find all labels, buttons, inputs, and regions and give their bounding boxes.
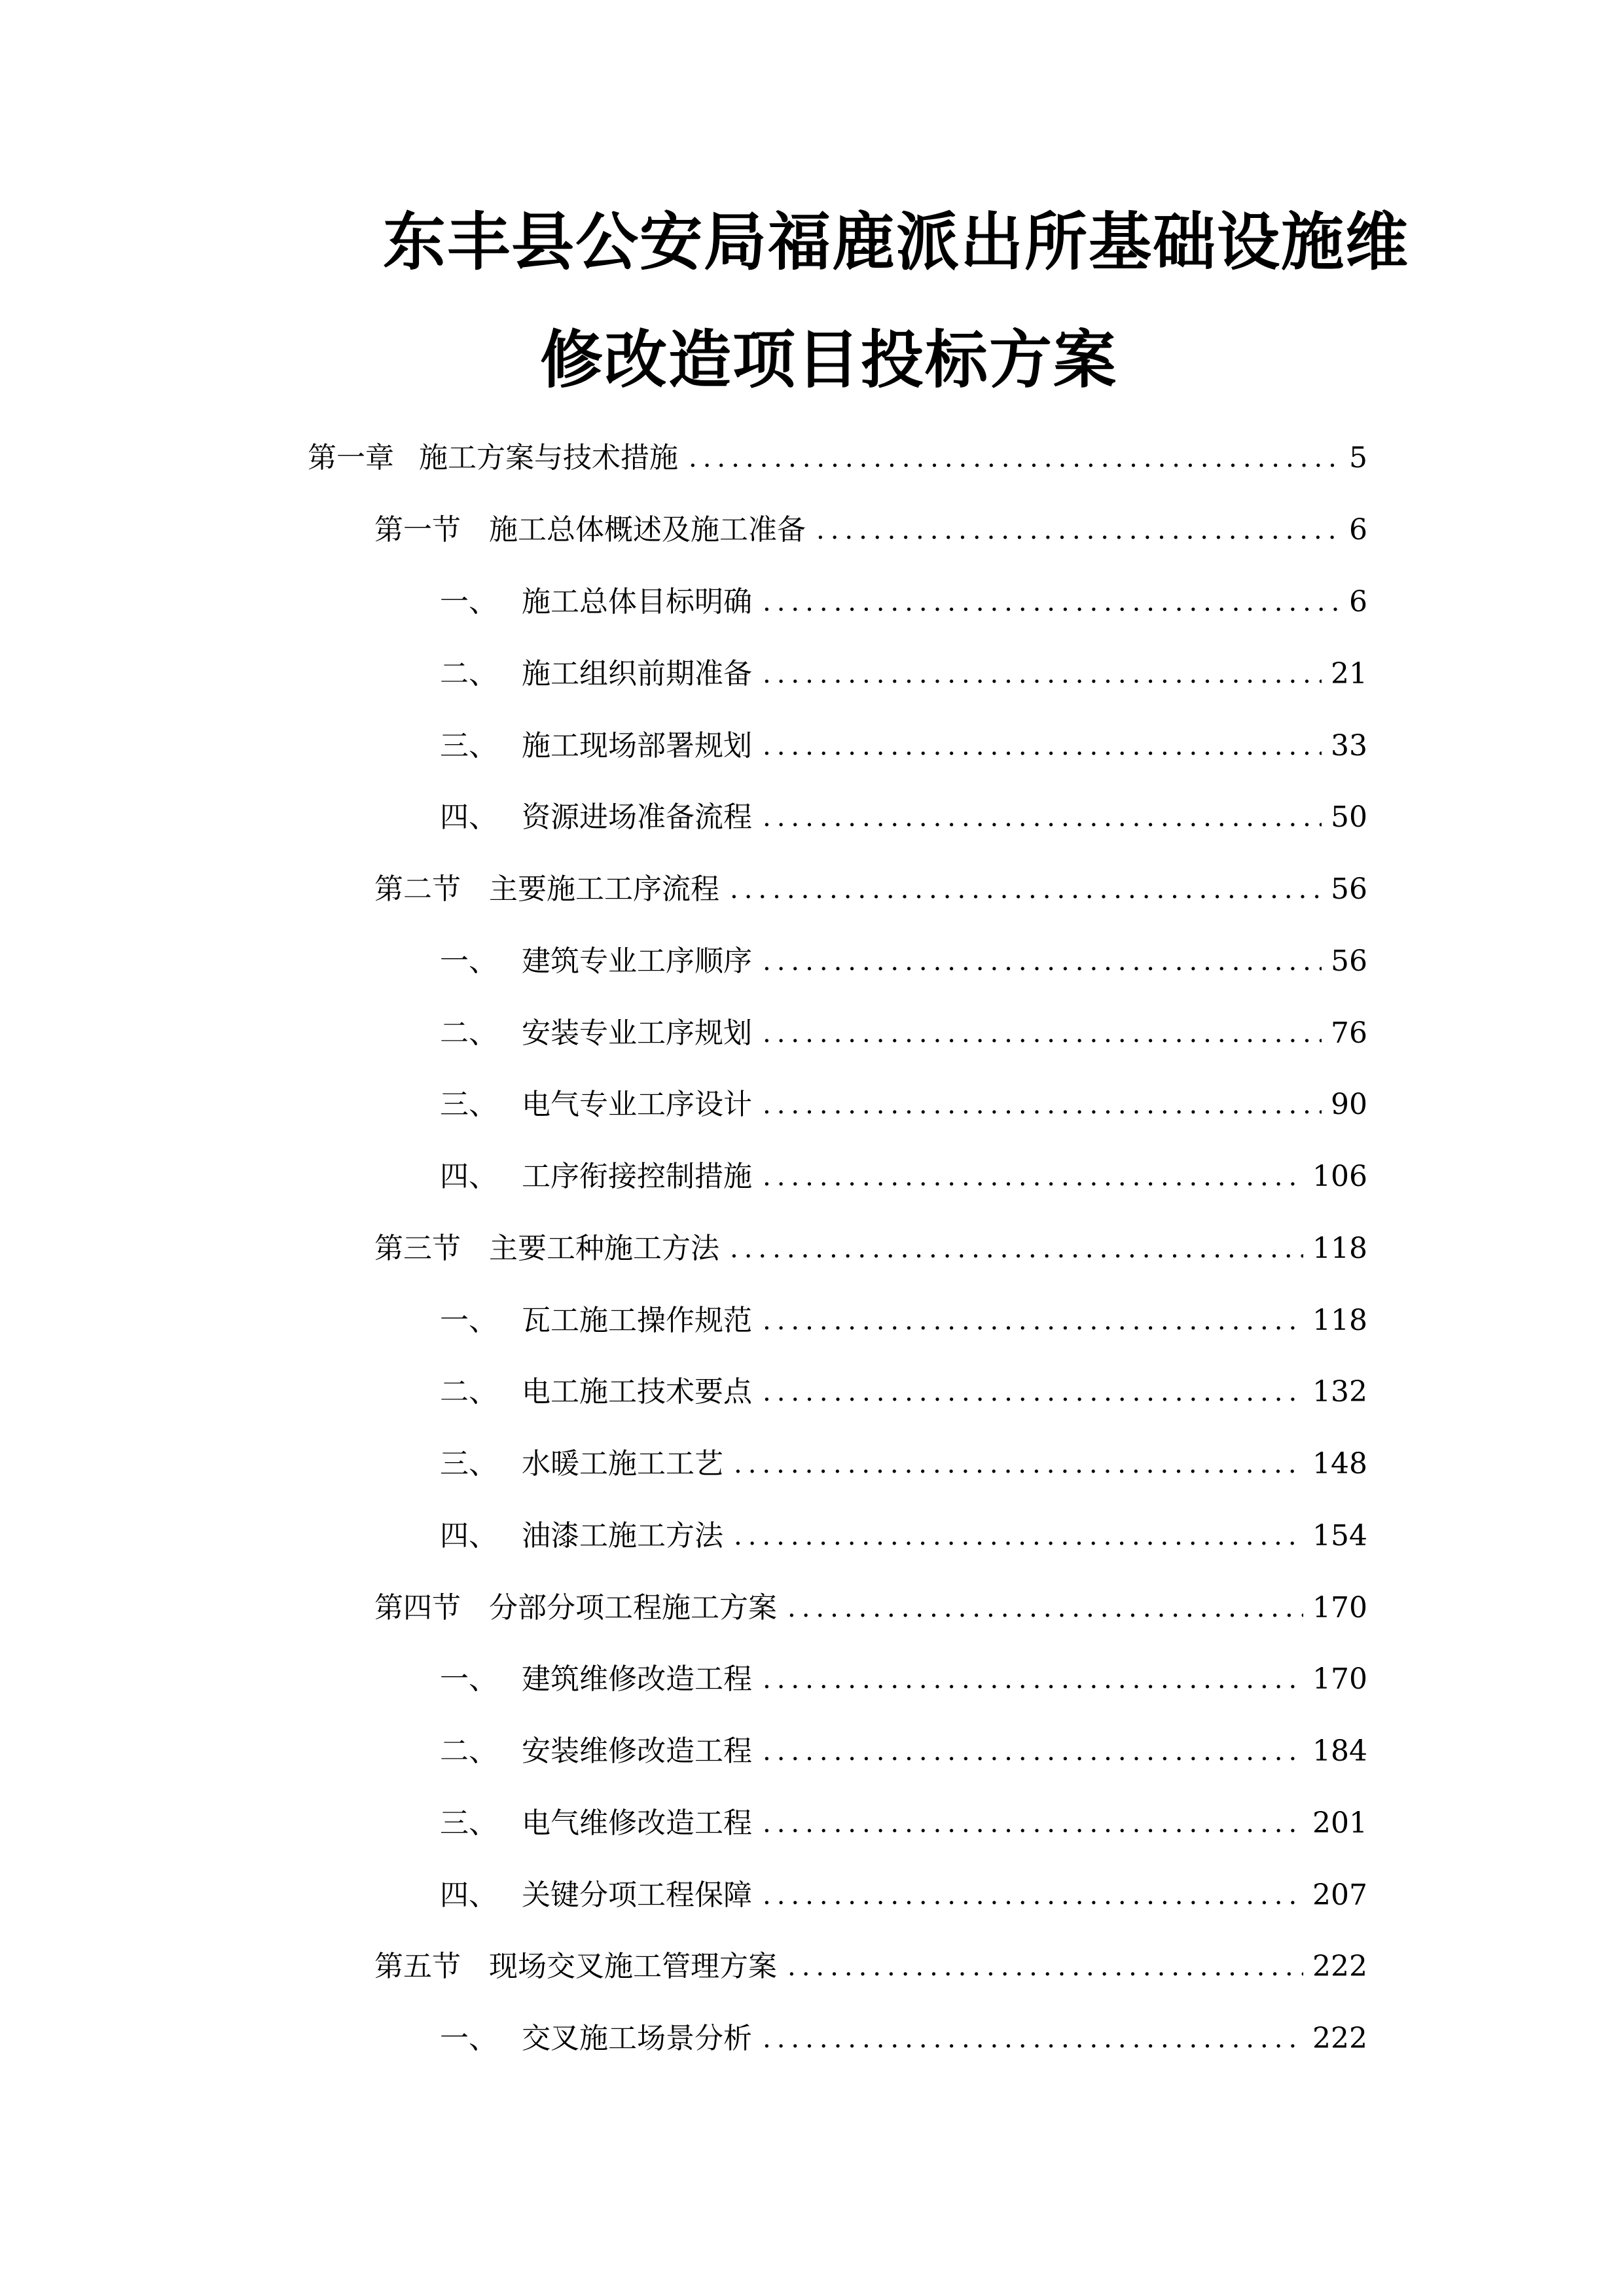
- toc-entry[interactable]: [440, 1797, 1367, 1850]
- dot-leader: [763, 576, 1340, 628]
- toc-entry-title: 主要施工工序流程: [489, 872, 719, 906]
- toc-entry-page: 6: [1349, 585, 1367, 619]
- toc-entry-label: 第五节: [374, 1950, 461, 1983]
- toc-entry-label: 第四节: [374, 1591, 461, 1624]
- toc-entry-label: 二、: [440, 1375, 497, 1408]
- toc-entry-title: 施工现场部署规划: [522, 729, 752, 762]
- toc-entry[interactable]: [440, 1869, 1367, 1922]
- toc-entry[interactable]: [440, 720, 1367, 772]
- toc-entry[interactable]: [440, 1295, 1367, 1347]
- document-title-line-1: 东丰县公安局福鹿派出所基础设施维: [383, 206, 1409, 279]
- toc-entry-title: 电工施工技术要点: [522, 1375, 752, 1408]
- toc-entry[interactable]: [374, 504, 1367, 556]
- toc-entry-title: 安装专业工序规划: [522, 1016, 752, 1050]
- dot-leader: [763, 1079, 1322, 1131]
- dot-leader: [734, 1510, 1303, 1562]
- dot-leader: [763, 1797, 1303, 1850]
- toc-entry-label: 四、: [440, 1519, 497, 1552]
- toc-entry-page: 33: [1331, 729, 1367, 762]
- toc-entry-page: 90: [1331, 1088, 1367, 1121]
- toc-entry-label: 三、: [440, 1447, 497, 1480]
- toc-entry-title: 瓦工施工操作规范: [522, 1304, 752, 1337]
- toc-entry-label: 三、: [440, 1806, 497, 1840]
- toc-entry-title: 资源进场准备流程: [522, 800, 752, 834]
- dot-leader: [763, 648, 1322, 700]
- dot-leader: [763, 1295, 1303, 1347]
- toc-entry-page: 56: [1331, 944, 1367, 978]
- dot-leader: [763, 1007, 1322, 1060]
- toc-entry-title: 电气专业工序设计: [522, 1088, 752, 1121]
- toc-entry-label: 四、: [440, 800, 497, 834]
- dot-leader: [763, 720, 1322, 772]
- toc-entry-page: 154: [1312, 1519, 1367, 1552]
- toc-entry-page: 106: [1312, 1160, 1367, 1193]
- dot-leader: [763, 1366, 1303, 1418]
- toc-entry-title: 施工总体目标明确: [522, 585, 752, 619]
- toc-entry-label: 第一章: [308, 441, 394, 475]
- toc-entry-title: 施工总体概述及施工准备: [489, 513, 806, 547]
- toc-entry-title: 关键分项工程保障: [522, 1878, 752, 1912]
- toc-entry-label: 一、: [440, 585, 497, 619]
- toc-entry-page: 6: [1349, 513, 1367, 547]
- toc-entry-page: 132: [1312, 1375, 1367, 1408]
- toc-entry[interactable]: [308, 432, 1367, 484]
- toc-entry[interactable]: [440, 791, 1367, 844]
- dot-leader: [730, 1223, 1303, 1275]
- toc-entry-page: 222: [1312, 2022, 1367, 2055]
- toc-entry-label: 二、: [440, 1016, 497, 1050]
- toc-entry-label: 第三节: [374, 1232, 461, 1265]
- dot-leader: [734, 1438, 1303, 1490]
- toc-entry-label: 二、: [440, 657, 497, 691]
- dot-leader: [730, 863, 1322, 916]
- toc-entry-title: 施工方案与技术措施: [419, 441, 678, 475]
- dot-leader: [763, 1653, 1303, 1706]
- toc-entry-page: 201: [1312, 1806, 1367, 1840]
- dot-leader: [763, 2013, 1303, 2065]
- toc-entry-title: 现场交叉施工管理方案: [489, 1950, 777, 1983]
- dot-leader: [763, 935, 1322, 988]
- toc-entry-page: 170: [1312, 1591, 1367, 1624]
- toc-entry-title: 工序衔接控制措施: [522, 1160, 752, 1193]
- dot-leader: [763, 1869, 1303, 1922]
- toc-entry[interactable]: [374, 1223, 1367, 1275]
- toc-entry[interactable]: [440, 935, 1367, 988]
- toc-entry-page: 118: [1312, 1304, 1367, 1337]
- toc-entry-page: 207: [1312, 1878, 1367, 1912]
- dot-leader: [763, 1725, 1303, 1778]
- dot-leader: [787, 1941, 1303, 1993]
- toc-entry-label: 三、: [440, 729, 497, 762]
- dot-leader: [763, 1151, 1303, 1203]
- toc-entry-title: 安装维修改造工程: [522, 1734, 752, 1768]
- toc-entry-title: 施工组织前期准备: [522, 657, 752, 691]
- toc-entry[interactable]: [440, 576, 1367, 628]
- toc-entry-title: 油漆工施工方法: [522, 1519, 723, 1552]
- toc-entry-label: 四、: [440, 1878, 497, 1912]
- toc-entry[interactable]: [440, 1007, 1367, 1060]
- toc-entry-label: 三、: [440, 1088, 497, 1121]
- toc-entry-title: 水暖工施工工艺: [522, 1447, 723, 1480]
- toc-entry-page: 56: [1331, 872, 1367, 906]
- toc-entry[interactable]: [440, 1366, 1367, 1418]
- toc-entry-label: 一、: [440, 1662, 497, 1696]
- toc-entry[interactable]: [440, 1079, 1367, 1131]
- toc-entry[interactable]: [374, 863, 1367, 916]
- toc-entry-label: 一、: [440, 944, 497, 978]
- toc-entry-title: 建筑维修改造工程: [522, 1662, 752, 1696]
- toc-entry-page: 184: [1312, 1734, 1367, 1768]
- toc-entry-label: 第二节: [374, 872, 461, 906]
- toc-entry-label: 一、: [440, 1304, 497, 1337]
- toc-entry[interactable]: [440, 648, 1367, 700]
- toc-entry-page: 118: [1312, 1232, 1367, 1265]
- toc-entry[interactable]: [440, 1438, 1367, 1490]
- toc-entry-title: 分部分项工程施工方案: [489, 1591, 777, 1624]
- toc-entry-title: 交叉施工场景分析: [522, 2022, 752, 2055]
- toc-entry-page: 170: [1312, 1662, 1367, 1696]
- toc-entry[interactable]: [374, 1582, 1367, 1634]
- toc-entry[interactable]: [440, 1653, 1367, 1706]
- toc-entry-title: 电气维修改造工程: [522, 1806, 752, 1840]
- toc-entry-label: 一、: [440, 2022, 497, 2055]
- toc-entry-page: 148: [1312, 1447, 1367, 1480]
- dot-leader: [816, 504, 1340, 556]
- toc-entry[interactable]: [440, 1510, 1367, 1562]
- toc-entry[interactable]: [374, 1941, 1367, 1993]
- toc-entry[interactable]: [440, 1725, 1367, 1778]
- toc-entry-label: 四、: [440, 1160, 497, 1193]
- toc-entry-page: 76: [1331, 1016, 1367, 1050]
- toc-entry-page: 5: [1349, 441, 1367, 475]
- toc-entry[interactable]: [440, 2013, 1367, 2065]
- document-title-line-2: 修改造项目投标方案: [540, 323, 1117, 397]
- toc-entry-label: 二、: [440, 1734, 497, 1768]
- toc-entry-page: 50: [1331, 800, 1367, 834]
- toc-entry-title: 主要工种施工方法: [489, 1232, 719, 1265]
- dot-leader: [763, 791, 1322, 844]
- toc-entry-label: 第一节: [374, 513, 461, 547]
- toc-entry[interactable]: [440, 1151, 1367, 1203]
- toc-entry-title: 建筑专业工序顺序: [522, 944, 752, 978]
- dot-leader: [689, 432, 1340, 484]
- toc-entry-page: 222: [1312, 1950, 1367, 1983]
- dot-leader: [787, 1582, 1303, 1634]
- toc-entry-page: 21: [1331, 657, 1367, 691]
